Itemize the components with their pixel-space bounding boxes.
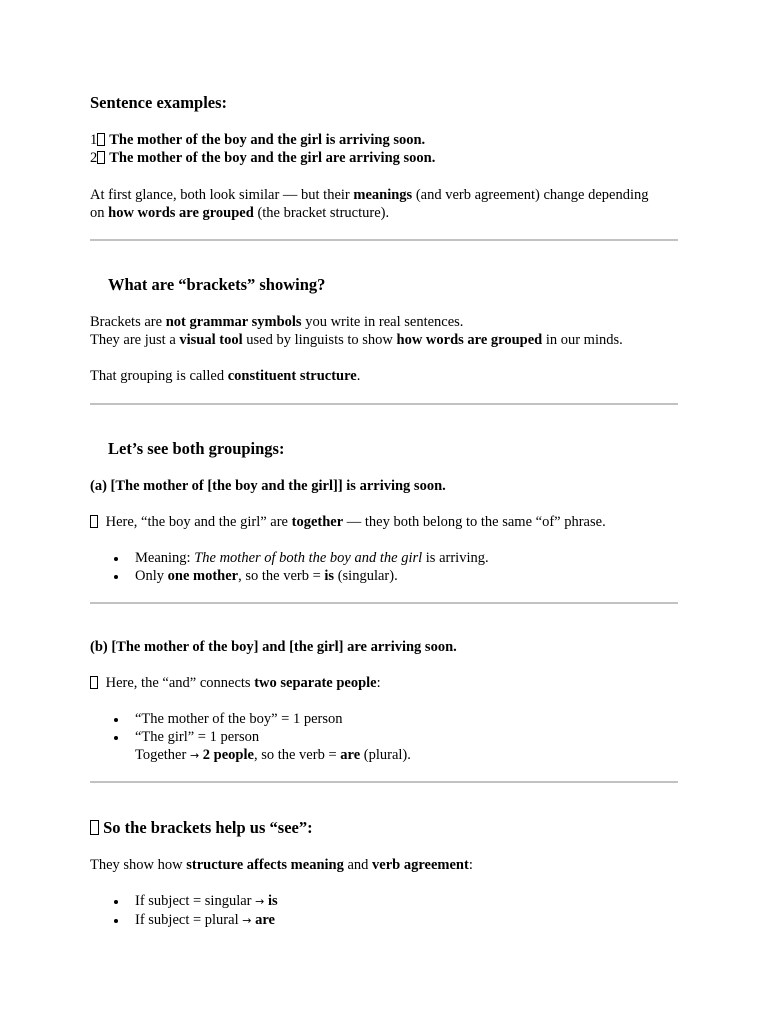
divider bbox=[90, 602, 678, 604]
missing-glyph-icon bbox=[97, 151, 105, 164]
grouping-b-note: Here, the “and” connects two separate people: bbox=[90, 674, 381, 692]
list-item: If subject = plural → are bbox=[135, 911, 278, 930]
divider bbox=[90, 403, 678, 405]
intro-paragraph: At first glance, both look similar — but their meanings (and verb agreement) change depending on how words are grouped (the bracket structure). bbox=[90, 187, 649, 221]
missing-glyph-icon bbox=[90, 676, 98, 689]
brackets-paragraph: Brackets are not grammar symbols you write in real sentences. They are just a visual tool used by linguists to show how words are grouped in our minds. bbox=[90, 314, 623, 348]
right-arrow-icon: → bbox=[255, 895, 265, 908]
missing-glyph-icon bbox=[97, 133, 105, 146]
grouping-b-list bbox=[90, 710, 411, 765]
heading-both-groupings: Let’s see both groupings: bbox=[108, 439, 285, 458]
constituent-structure-line: That grouping is called constituent structure. bbox=[90, 368, 361, 384]
heading-brackets-help: So the brackets help us “see”: bbox=[90, 818, 313, 838]
heading-sentence-examples: Sentence examples: bbox=[90, 93, 228, 112]
list-item: Only one mother, so the verb = is (singular). bbox=[135, 567, 489, 585]
grouping-a-title: (a) [The mother of [the boy and the girl]] is arriving soon. bbox=[90, 478, 446, 494]
heading-brackets-showing: What are “brackets” showing? bbox=[108, 275, 326, 294]
missing-glyph-icon bbox=[90, 515, 98, 528]
grouping-a-note: Here, “the boy and the girl” are together — they both belong to the same “of” phrase. bbox=[90, 513, 606, 531]
grouping-a-list bbox=[90, 549, 489, 585]
grouping-b-title: (b) [The mother of the boy] and [the girl] are arriving soon. bbox=[90, 639, 457, 655]
right-arrow-icon: → bbox=[242, 914, 252, 927]
list-item: If subject = singular → is bbox=[135, 893, 278, 909]
list-item-continuation: Together → 2 people, so the verb = are (plural). bbox=[135, 747, 411, 763]
list-item: “The mother of the boy” = 1 person bbox=[135, 710, 411, 728]
list-item: “The girl” = 1 person Together → 2 people, so the verb = are (plural). bbox=[135, 729, 411, 763]
right-arrow-icon: → bbox=[189, 749, 200, 762]
example-sentence-2: 2 The mother of the boy and the girl are arriving soon. bbox=[90, 150, 436, 166]
missing-glyph-icon bbox=[90, 820, 99, 835]
structure-paragraph: They show how structure affects meaning and verb agreement: bbox=[90, 857, 473, 873]
divider bbox=[90, 239, 678, 241]
example-sentence-1: 1 The mother of the boy and the girl is arriving soon. bbox=[90, 132, 426, 148]
divider bbox=[90, 781, 678, 783]
list-item: Meaning: The mother of both the boy and the girl is arriving. bbox=[135, 550, 489, 566]
agreement-list bbox=[90, 892, 278, 930]
